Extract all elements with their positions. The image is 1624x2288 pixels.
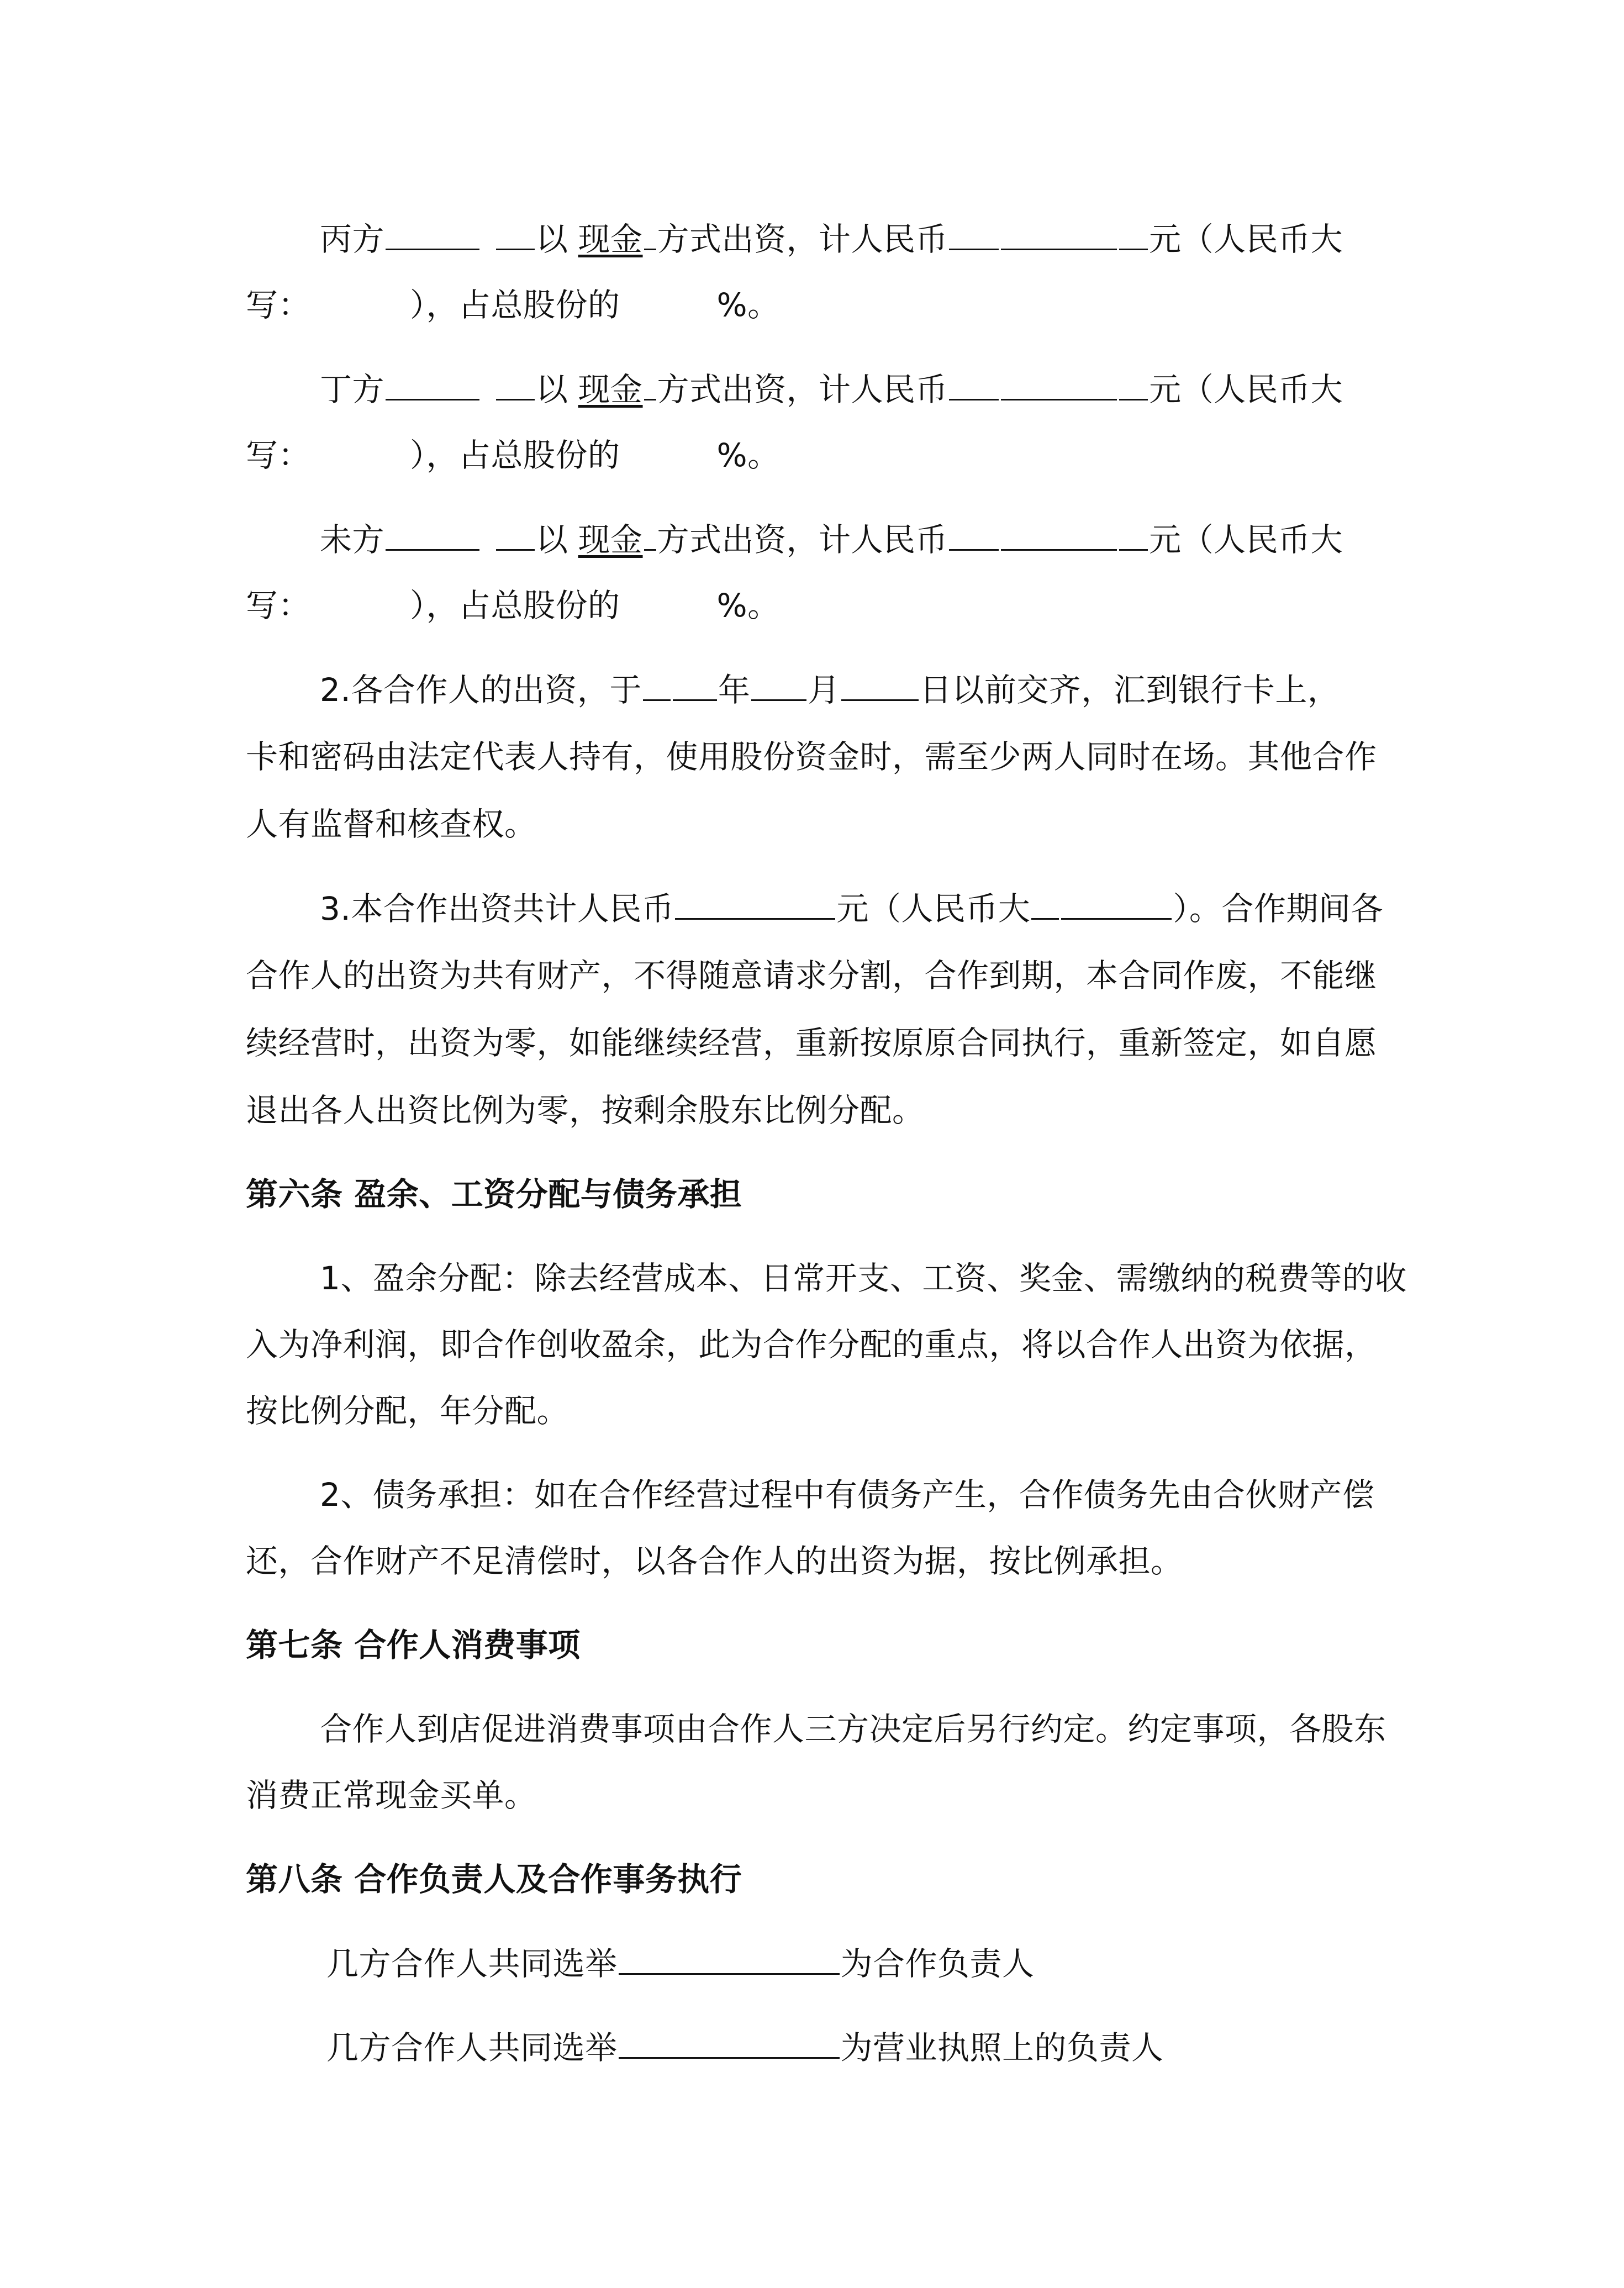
blank-field[interactable] [1001, 367, 1117, 400]
text: 元（人民币大 [1149, 521, 1343, 558]
contribution-line-wei [246, 517, 1463, 562]
blank-field[interactable] [496, 367, 535, 400]
text: ），占总股份的 [410, 286, 620, 324]
text: 元（人民币大 [836, 890, 1031, 927]
text: 续经营时，出资为零，如能继续经营，重新按原原合同执行，重新签定，如自愿 [246, 1024, 1377, 1062]
contribution-line-wei-2 [246, 583, 1389, 628]
text: 1、盈余分配：除去经营成本、日常开支、工资、奖金、需缴纳的税费等的收 [320, 1259, 1407, 1297]
article-6-p1-line-2 [246, 1322, 1389, 1367]
text: 方式出资，计人民币 [657, 371, 948, 408]
article-8-heading [246, 1857, 1389, 1901]
blank-field[interactable] [1061, 886, 1172, 920]
text: 写： [246, 587, 311, 624]
item-2-line-2 [246, 735, 1389, 779]
blank-field[interactable] [751, 667, 806, 701]
text: 年 [718, 671, 751, 709]
blank-field[interactable] [1001, 217, 1117, 250]
party-name: 丙方 [320, 220, 385, 258]
article-6-p1-line-1 [246, 1256, 1463, 1300]
blank-field[interactable] [1001, 517, 1117, 551]
text: 合作人的出资为共有财产，不得随意请求分割，合作到期，本合同作废，不能继 [246, 957, 1377, 994]
text: 按比例分配，年分配。 [246, 1392, 570, 1430]
heading-text: 第六条 盈余、工资分配与债务承担 [246, 1175, 742, 1213]
cash-label: 现金 [578, 220, 643, 258]
blank-field[interactable] [1031, 886, 1059, 920]
blank-field[interactable] [1119, 517, 1148, 551]
text: 合作人到店促进消费事项由合作人三方决定后另行约定。约定事项，各股东 [320, 1710, 1386, 1748]
article-6-heading [246, 1172, 1389, 1216]
blank-field[interactable] [949, 367, 999, 400]
text: 方式出资，计人民币 [657, 220, 948, 258]
blank-field[interactable] [619, 2025, 840, 2059]
text: ），占总股份的 [410, 436, 620, 474]
contribution-line-ding [246, 367, 1463, 412]
text: 元（人民币大 [1149, 220, 1343, 258]
blank-field[interactable] [496, 517, 535, 551]
blank-field[interactable] [619, 1941, 840, 1975]
blank-field[interactable] [386, 517, 479, 551]
item-2-line-1 [246, 667, 1463, 712]
text: 消费正常现金买单。 [246, 1776, 537, 1814]
contribution-line-bing [246, 217, 1463, 261]
text: 月 [808, 671, 840, 709]
text: 为营业执照上的负责人 [840, 2029, 1164, 2066]
item-3-line-2 [246, 953, 1389, 998]
blank-field[interactable] [386, 217, 479, 250]
text: 方式出资，计人民币 [657, 521, 948, 558]
blank-field[interactable] [386, 367, 479, 400]
text: 元（人民币大 [1149, 371, 1343, 408]
cash-label: 现金 [578, 371, 643, 408]
blank-field[interactable] [949, 217, 999, 250]
item-2-line-3 [246, 802, 1389, 846]
party-name: 未方 [320, 521, 385, 558]
blank-field[interactable] [841, 667, 919, 701]
blank-field[interactable] [673, 667, 717, 701]
text: %。 [716, 587, 780, 624]
blank-field[interactable] [644, 517, 656, 551]
blank-field[interactable] [1119, 217, 1148, 250]
article-8-line-2 [246, 2025, 1470, 2070]
text: 入为净利润，即合作创收盈余，此为合作分配的重点，将以合作人出资为依据， [246, 1326, 1377, 1363]
text: 日以前交齐，汇到银行卡上， [919, 671, 1340, 709]
text: 卡和密码由法定代表人持有，使用股份资金时，需至少两人同时在场。其他合作 [246, 738, 1377, 776]
text: 几方合作人共同选举 [326, 2029, 618, 2066]
text: 以 [536, 371, 568, 408]
article-8-line-1 [246, 1941, 1470, 1986]
text: 2、债务承担：如在合作经营过程中有债务产生，合作债务先由合伙财产偿 [320, 1476, 1375, 1514]
text: 为合作负责人 [840, 1945, 1035, 1983]
text: ），占总股份的 [410, 587, 620, 624]
blank-field[interactable] [1119, 367, 1148, 400]
blank-field[interactable] [675, 886, 835, 920]
text: %。 [716, 436, 780, 474]
contribution-line-ding-2 [246, 433, 1389, 477]
heading-text: 第七条 合作人消费事项 [246, 1626, 581, 1664]
item-3-line-1 [246, 886, 1463, 931]
text: 3.本合作出资共计人民币 [320, 890, 674, 927]
blank-field[interactable] [644, 367, 656, 400]
blank-field[interactable] [949, 517, 999, 551]
text: 2.各合作人的出资，于 [320, 671, 642, 709]
text: 写： [246, 436, 311, 474]
article-7-line-2 [246, 1773, 1389, 1817]
text: 退出各人出资比例为零，按剩余股东比例分配。 [246, 1092, 925, 1129]
item-3-line-4 [246, 1088, 1389, 1132]
contribution-line-bing-2 [246, 283, 1389, 327]
article-7-line-1 [246, 1707, 1463, 1751]
article-6-p1-line-3 [246, 1389, 1389, 1433]
article-6-p2-line-2 [246, 1539, 1389, 1583]
text: 以 [536, 521, 568, 558]
article-7-heading [246, 1623, 1389, 1667]
text: 几方合作人共同选举 [326, 1945, 618, 1983]
article-6-p2-line-1 [246, 1473, 1463, 1517]
text: %。 [716, 286, 780, 324]
text: 写： [246, 286, 311, 324]
party-name: 丁方 [320, 371, 385, 408]
blank-field[interactable] [643, 667, 671, 701]
text: 以 [536, 220, 568, 258]
heading-text: 第八条 合作负责人及合作事务执行 [246, 1860, 742, 1898]
text: 还，合作财产不足清偿时，以各合作人的出资为据，按比例承担。 [246, 1542, 1183, 1580]
item-3-line-3 [246, 1021, 1389, 1065]
blank-field[interactable] [496, 217, 535, 250]
blank-field[interactable] [644, 217, 656, 250]
cash-label: 现金 [578, 521, 643, 558]
text: ）。合作期间各 [1173, 890, 1383, 927]
text: 人有监督和核查权。 [246, 805, 537, 843]
